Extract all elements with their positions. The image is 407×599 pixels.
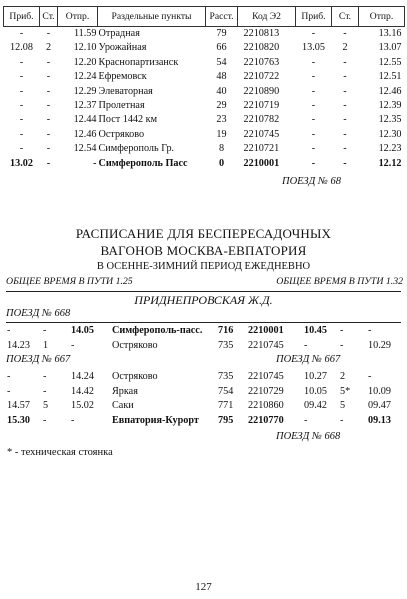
cell-arrival-return: - xyxy=(311,143,316,155)
cell-arrival-return: - xyxy=(311,128,316,140)
table-row xyxy=(4,113,405,127)
cell-departure: 12.54 xyxy=(73,143,97,155)
cell-stop-return: - xyxy=(340,325,344,336)
divider xyxy=(6,291,401,292)
cell-stop: - xyxy=(46,128,51,140)
cell-station: Ефремовск xyxy=(98,71,147,83)
cell-code: 2210745 xyxy=(248,371,284,382)
section-subtitle: В ОСЕННЕ-ЗИМНИЙ ПЕРИОД ЕЖЕДНЕВНО xyxy=(96,261,311,272)
table-header-row xyxy=(4,7,405,27)
schedule-row xyxy=(0,339,407,353)
cell-station: Остряково xyxy=(112,339,158,351)
cell-departure: 14.42 xyxy=(71,385,94,397)
cell-station: Краснопартизанск xyxy=(98,56,179,68)
cell-stop-return: 5 xyxy=(340,400,346,412)
cell-station: Остряково xyxy=(98,128,145,140)
cell-stop-return: - xyxy=(340,415,344,427)
cell-departure: 12.10 xyxy=(73,42,97,54)
cell-arrival-return: - xyxy=(304,415,308,427)
cell-stop: 1 xyxy=(43,339,49,351)
cell-code: 2210782 xyxy=(243,114,280,126)
cell-station: Саки xyxy=(112,400,134,412)
cell-departure-return: 12.39 xyxy=(378,100,402,112)
header-departure: Отпр. xyxy=(58,7,98,27)
cell-departure: 12.24 xyxy=(73,71,97,83)
cell-code: 2210763 xyxy=(243,56,280,68)
section-title-line1: РАСПИСАНИЕ ДЛЯ БЕСПЕРЕСАДОЧНЫХ xyxy=(75,226,332,241)
cell-code: 2210860 xyxy=(248,400,284,412)
cell-arrival-return: - xyxy=(311,114,316,126)
cell-station: Элеваторная xyxy=(98,85,153,97)
cell-code: 2210722 xyxy=(243,71,280,83)
table-row xyxy=(4,41,405,55)
cell-distance: 54 xyxy=(216,56,227,68)
train-number-667-left: ПОЕЗД № 667 xyxy=(6,354,71,365)
cell-arrival: 15.30 xyxy=(7,415,30,427)
cell-arrival-return: 10.27 xyxy=(304,371,327,382)
cell-departure: 14.05 xyxy=(71,325,94,336)
table-row xyxy=(4,128,405,142)
cell-departure: 12.37 xyxy=(73,100,97,112)
cell-arrival-return: - xyxy=(311,157,316,169)
cell-departure: 12.29 xyxy=(73,85,97,97)
cell-arrival-return: - xyxy=(311,100,316,112)
cell-arrival-return: - xyxy=(311,56,316,68)
cell-code: 2210001 xyxy=(243,157,280,169)
cell-arrival: - xyxy=(7,371,11,382)
cell-departure-return: 09.13 xyxy=(368,415,391,427)
header-code: Код Э2 xyxy=(238,7,296,27)
train-number-668-bottom: ПОЕЗД № 668 xyxy=(276,431,341,442)
table-row xyxy=(4,27,405,42)
cell-stop: - xyxy=(46,143,51,155)
cell-stop-return: - xyxy=(343,71,347,83)
cell-arrival-return: - xyxy=(311,71,316,83)
cell-departure-return: 12.35 xyxy=(378,114,402,126)
cell-stop: - xyxy=(46,114,51,126)
cell-stop: - xyxy=(43,371,47,382)
cell-arrival: - xyxy=(19,100,24,112)
cell-distance: 23 xyxy=(216,114,227,126)
cell-stop: - xyxy=(46,100,51,112)
cell-departure-return: 12.51 xyxy=(378,71,402,83)
header-stop: Ст. xyxy=(40,7,58,27)
cell-departure-return: 12.55 xyxy=(378,56,402,68)
cell-departure: 14.24 xyxy=(71,371,94,382)
cell-distance: 771 xyxy=(218,400,234,412)
cell-distance: 79 xyxy=(216,28,227,39)
header-stop-return: Ст. xyxy=(332,7,359,27)
cell-stop: 2 xyxy=(45,42,52,54)
cell-station: Яркая xyxy=(112,385,138,397)
cell-arrival: 12.08 xyxy=(10,42,33,54)
cell-stop: - xyxy=(46,85,51,97)
cell-code: 2210721 xyxy=(243,143,280,155)
cell-arrival: - xyxy=(19,56,24,68)
section-title-line2: ВАГОНОВ МОСКВА-ЕВПАТОРИЯ xyxy=(100,243,307,258)
cell-departure-return: 10.09 xyxy=(368,385,391,397)
cell-departure-return: 12.46 xyxy=(378,85,402,97)
cell-stop: - xyxy=(46,56,51,68)
cell-departure-return: - xyxy=(368,325,372,336)
header-departure-return: Отпр. xyxy=(359,7,405,27)
cell-code: 2210890 xyxy=(243,85,280,97)
cell-departure-return: 10.29 xyxy=(368,339,391,351)
cell-stop: 5 xyxy=(43,400,49,412)
cell-arrival: - xyxy=(19,128,24,140)
cell-stop-return: - xyxy=(340,339,344,351)
table-row xyxy=(4,99,405,113)
cell-arrival-return: 09.42 xyxy=(304,400,327,412)
schedule-body xyxy=(4,27,405,172)
cell-arrival: 14.57 xyxy=(7,400,30,412)
header-stations: Раздельные пункты xyxy=(98,7,206,27)
cell-distance: 48 xyxy=(216,71,227,83)
total-time-left: ОБЩЕЕ ВРЕМЯ В ПУТИ 1.25 xyxy=(6,276,133,287)
cell-stop-return: - xyxy=(343,28,347,39)
page-number: 127 xyxy=(195,581,212,593)
header-distance: Расст. xyxy=(206,7,238,27)
cell-station: Отрадная xyxy=(98,28,140,39)
cell-station: Евпатория-Курорт xyxy=(112,415,199,427)
cell-departure-return: - xyxy=(368,371,372,382)
schedule-row xyxy=(0,385,407,399)
cell-station: Урожайная xyxy=(98,42,147,54)
cell-departure-return: 12.30 xyxy=(378,128,402,140)
cell-stop-return: - xyxy=(343,100,347,112)
cell-stop-return: - xyxy=(343,157,347,169)
cell-arrival: - xyxy=(7,325,11,336)
cell-departure-return: 13.07 xyxy=(378,42,402,54)
divider xyxy=(6,322,401,323)
cell-arrival: - xyxy=(19,28,24,39)
cell-arrival-return: - xyxy=(311,28,316,39)
cell-code: 2210719 xyxy=(243,100,280,112)
cell-station: Остряково xyxy=(112,371,158,382)
cell-stop-return: 2 xyxy=(340,371,346,382)
footnote: * - техническая стоянка xyxy=(7,447,113,458)
cell-station: Симферополь Пасс xyxy=(98,157,188,169)
cell-arrival: - xyxy=(19,71,24,83)
table-row xyxy=(4,56,405,70)
cell-stop-return: - xyxy=(343,56,347,68)
cell-distance: 716 xyxy=(218,325,234,336)
cell-stop-return: - xyxy=(343,114,347,126)
train-number-68: ПОЕЗД № 68 xyxy=(282,176,341,187)
cell-arrival: - xyxy=(19,143,24,155)
train-number-668-label: ПОЕЗД № 668 xyxy=(6,308,71,319)
cell-distance: 66 xyxy=(216,42,227,54)
cell-code: 2210001 xyxy=(248,325,284,336)
cell-departure: 12.44 xyxy=(73,114,97,126)
cell-stop: - xyxy=(46,157,51,169)
cell-distance: 735 xyxy=(218,339,234,351)
cell-departure: 12.20 xyxy=(73,56,97,68)
cell-code: 2210745 xyxy=(248,339,284,351)
cell-arrival-return: 10.45 xyxy=(304,325,327,336)
schedule-row xyxy=(0,370,407,384)
cell-code: 2210813 xyxy=(243,28,280,39)
cell-distance: 40 xyxy=(216,85,227,97)
cell-code: 2210820 xyxy=(243,42,280,54)
cell-arrival-return: 13.05 xyxy=(302,42,325,54)
header-arrival: Приб. xyxy=(4,7,40,27)
cell-stop: - xyxy=(43,415,47,427)
table-row xyxy=(4,157,405,171)
cell-departure: 15.02 xyxy=(71,400,94,412)
cell-stop-return: - xyxy=(343,85,347,97)
train-number-667-right: ПОЕЗД № 667 xyxy=(276,354,341,365)
cell-departure-return: 09.47 xyxy=(368,400,391,412)
cell-distance: 19 xyxy=(216,128,227,140)
cell-departure: - xyxy=(71,415,75,427)
table-row xyxy=(4,70,405,84)
cell-arrival-return: - xyxy=(311,85,316,97)
schedule-table xyxy=(3,6,405,171)
cell-arrival-return: 10.05 xyxy=(304,385,327,397)
cell-code: 2210770 xyxy=(248,415,284,427)
cell-station: Пролетная xyxy=(98,100,145,112)
cell-departure-return: 12.23 xyxy=(378,143,402,155)
cell-station: Симферополь Гр. xyxy=(98,143,175,155)
cell-stop: - xyxy=(46,28,51,39)
cell-stop: - xyxy=(46,71,51,83)
cell-arrival: - xyxy=(19,114,24,126)
cell-arrival: - xyxy=(19,85,24,97)
table-row xyxy=(4,85,405,99)
cell-distance: 735 xyxy=(218,371,234,382)
cell-station: Пост 1442 км xyxy=(98,114,158,126)
cell-departure: 11.59 xyxy=(73,28,97,39)
schedule-row xyxy=(0,324,407,338)
cell-stop-return: - xyxy=(343,143,347,155)
cell-code: 2210745 xyxy=(243,128,280,140)
cell-stop-return: 2 xyxy=(342,42,348,54)
cell-arrival: 14.23 xyxy=(7,339,30,351)
cell-departure: - xyxy=(71,339,75,351)
cell-stop: - xyxy=(43,325,47,336)
cell-distance: 29 xyxy=(216,100,227,112)
header-arrival-return: Приб. xyxy=(296,7,332,27)
schedule-row xyxy=(0,399,407,413)
cell-departure-return: 12.12 xyxy=(378,157,402,169)
cell-stop-return: - xyxy=(343,128,347,140)
total-time-right: ОБЩЕЕ ВРЕМЯ В ПУТИ 1.32 xyxy=(276,276,403,287)
cell-distance: 754 xyxy=(218,385,234,397)
cell-distance: 795 xyxy=(218,415,234,427)
cell-arrival: - xyxy=(7,385,11,397)
cell-arrival: 13.02 xyxy=(10,157,33,169)
cell-code: 2210729 xyxy=(248,385,284,397)
cell-departure: - xyxy=(93,157,97,169)
cell-distance: 8 xyxy=(218,143,225,155)
schedule-row xyxy=(0,414,407,428)
cell-stop: - xyxy=(43,385,47,397)
cell-distance: 0 xyxy=(218,157,225,169)
railway-name: ПРИДНЕПРОВСКАЯ Ж.Д. xyxy=(134,293,273,307)
cell-departure: 12.46 xyxy=(73,128,97,140)
cell-station: Симферополь-пасс. xyxy=(112,325,203,336)
cell-arrival-return: - xyxy=(304,339,308,351)
table-row xyxy=(4,142,405,156)
cell-departure-return: 13.16 xyxy=(378,28,402,39)
cell-stop-return: 5* xyxy=(340,385,351,397)
